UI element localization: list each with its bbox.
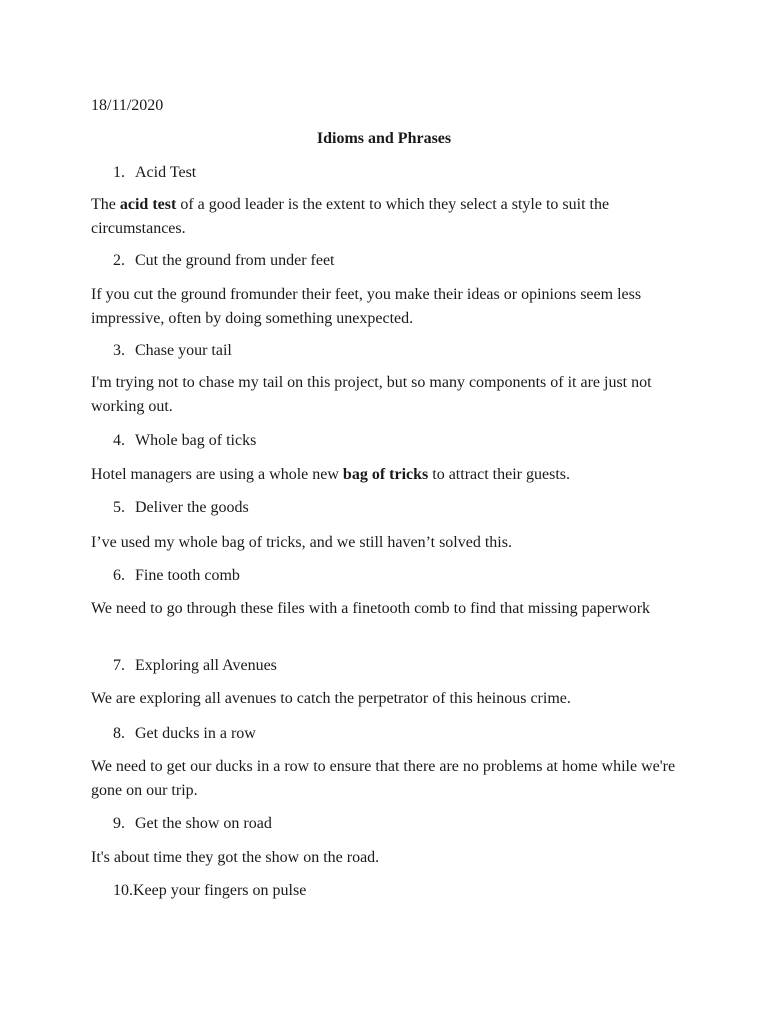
- example-text: Hotel managers are using a whole new: [91, 466, 343, 483]
- example-text: of a good leader is the extent to which they select a style to suit the circumstances.: [91, 196, 610, 237]
- idiom-number: 3.: [113, 342, 125, 359]
- idiom-highlight: bag of tricks: [342, 466, 429, 483]
- idiom-title: Whole bag of ticks: [135, 432, 257, 449]
- idiom-number: 8.: [113, 725, 125, 742]
- idiom-title: Deliver the goods: [135, 499, 249, 516]
- idiom-title: Fine tooth comb: [135, 567, 240, 584]
- example-text: We are exploring all avenues to catch the perpetrator of this heinous crime.: [91, 690, 571, 707]
- idiom-example: [91, 463, 681, 487]
- idiom-example: [91, 193, 681, 241]
- document-title: [0, 127, 768, 151]
- example-text: to attract their guests.: [428, 466, 570, 483]
- idiom-number: 2.: [113, 252, 125, 269]
- example-text: If you cut the ground fromunder their feet, you make their ideas or opinions seem less impressive, often by doing something unexpected.: [91, 286, 642, 327]
- idiom-heading: [113, 339, 232, 363]
- idiom-heading: [113, 722, 256, 746]
- idiom-number: 4.: [113, 432, 125, 449]
- idiom-example: [91, 597, 681, 621]
- idiom-title: Cut the ground from under feet: [135, 252, 335, 269]
- example-text: I’ve used my whole bag of tricks, and we still haven’t solved this.: [91, 534, 512, 551]
- idiom-number: 7.: [113, 657, 125, 674]
- idiom-example: [91, 531, 681, 555]
- idiom-example: [91, 846, 681, 870]
- idiom-heading: [113, 496, 249, 520]
- example-text: I'm trying not to chase my tail on this project, but so many components of it are just not working out.: [91, 374, 652, 415]
- idiom-heading: [113, 879, 306, 903]
- idiom-heading: [113, 654, 277, 678]
- idiom-heading: [113, 249, 335, 273]
- idiom-heading: [113, 161, 196, 185]
- document-title-text: Idioms and Phrases: [316, 130, 452, 147]
- document-date: 18/11/2020: [91, 97, 164, 114]
- idiom-number: 5.: [113, 499, 125, 516]
- idiom-number: 9.: [113, 815, 125, 832]
- example-text: The: [91, 196, 120, 213]
- example-text: It's about time they got the show on the road.: [91, 849, 380, 866]
- idiom-heading: [113, 812, 272, 836]
- idiom-title: Get the show on road: [135, 815, 272, 832]
- example-text: We need to go through these files with a finetooth comb to find that missing paperwork: [91, 600, 651, 617]
- idiom-number: 10.: [113, 882, 133, 899]
- idiom-example: [91, 687, 681, 711]
- idiom-example: [91, 755, 681, 803]
- idiom-example: [91, 283, 681, 331]
- idiom-title: Get ducks in a row: [135, 725, 256, 742]
- idiom-number: 6.: [113, 567, 125, 584]
- idiom-heading: [113, 429, 256, 453]
- idiom-title: Keep your fingers on pulse: [133, 882, 307, 899]
- idiom-highlight: acid test: [119, 196, 177, 213]
- idiom-heading: [113, 564, 240, 588]
- idiom-title: Exploring all Avenues: [135, 657, 277, 674]
- idiom-title: Acid Test: [135, 164, 197, 181]
- idiom-example: [91, 371, 681, 419]
- idiom-title: Chase your tail: [135, 342, 232, 359]
- example-text: We need to get our ducks in a row to ensure that there are no problems at home while we're gone on our trip.: [91, 758, 676, 799]
- idiom-number: 1.: [113, 164, 125, 181]
